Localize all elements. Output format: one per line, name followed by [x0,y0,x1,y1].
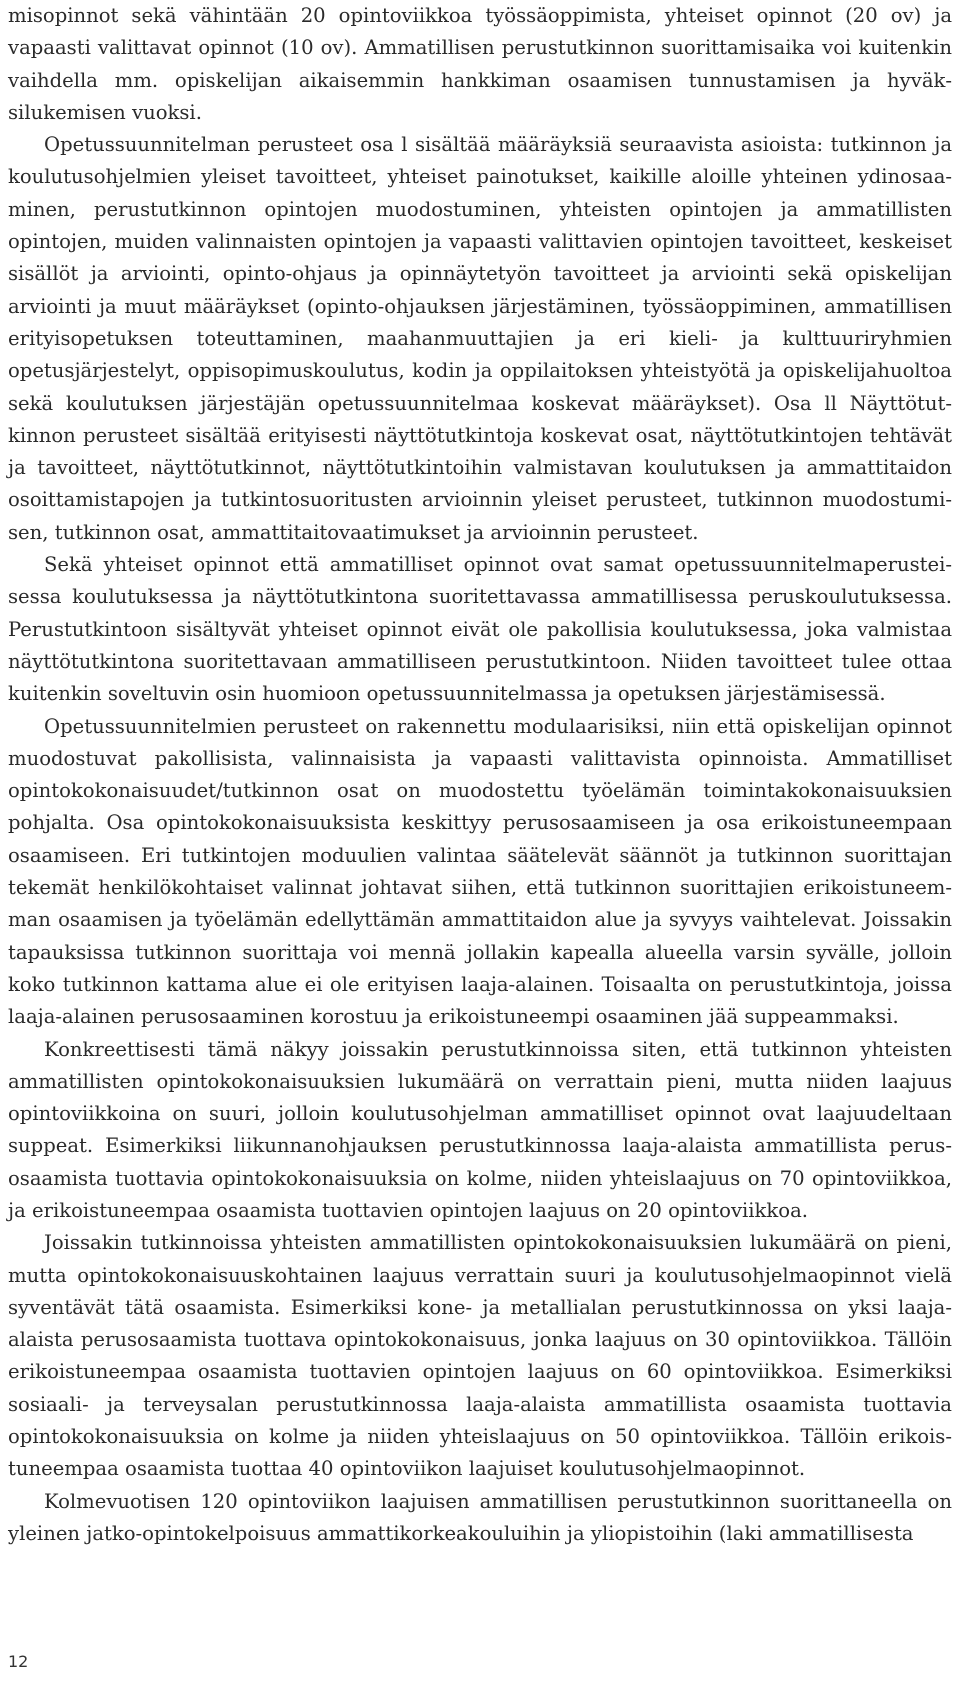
paragraph-some-degrees: Joissakin tutkinnoissa yhteisten ammatillisten opintokokonaisuuksien lukumäärä on pieni, mutta opintokokonaisuuskohtainen laajuus verrattain suuri ja koulutusohjelmaopinnot vielä syventävät tätä osaamista. Esimerkiksi kone- ja metallialan perustutkinnossa on yksi laajaalaista perusosaamista tuottava opintokokonaisuus, jonka laajuus on 30 opintoviikkoa. Tällöin erikoistuneempaa osaamista tuottavien opintojen laajuus on 60 opintoviikkoa. Esimerkiksi sosiaali- ja terveysalan perustutkinnossa laaja-alaista ammatillista osaamista tuottavia opintokokonaisuuksia on kolme ja niiden yhteislaajuus on 50 opintoviikkoa. Tällöin erikoistuneempaa osaamista tuottaa 40 opintoviikon laajuiset koulutusohjelmaopinnot. [8,1231,952,1481]
page-number: 12 [8,1652,29,1671]
paragraph-three-year-degree: Kolmevuotisen 120 opintoviikon laajuisen ammatillisen perustutkinnon suorittaneella on yleinen jatko-opintokelpoisuus ammattikorkeakouluihin ja yliopistoihin (laki ammatillisesta [8,1489,952,1545]
paragraph-concrete-example: Konkreettisesti tämä näkyy joissakin perustutkinnoissa siten, että tutkinnon yhteisten ammatillisten opintokokonaisuuksien lukumäärä on verrattain pieni, mutta niiden laajuus opintoviikkoina on suuri, jolloin koulutusohjelman ammatilliset opinnot ovat laajuudeltaan suppeat. Esimerkiksi liikunnanohjauksen perustutkinnossa laaja-alaista ammatillista perusosaamista tuottavia opintokokonaisuuksia on kolme, niiden yhteislaajuus on 70 opintoviikkoa, ja erikoistuneempaa osaamista tuottavien opintojen laajuus on 20 opintoviikkoa. [8,1037,952,1222]
document-page [8,0,952,1550]
paragraph-curriculum-part-one: Opetussuunnitelman perusteet osa l sisältää määräyksiä seuraavista asioista: tutkinnon ja koulutusohjelmien yleiset tavoitteet, yhteiset painotukset, kaikille aloille yhteinen ydinosaaminen, perustutkinnon opintojen muodostuminen, yhteisten opintojen ja ammatillisten opintojen, muiden valinnaisten opintojen ja vapaasti valittavien opintojen tavoitteet, keskeiset sisällöt ja arviointi, opinto-ohjaus ja opinnäytetyön tavoitteet ja arviointi sekä opiskelijan arviointi ja muut määräykset (opinto-ohjauksen järjestäminen, työssäoppiminen, ammatillisen erityisopetuksen toteuttaminen, maahanmuuttajien ja eri kieli- ja kulttuuriryhmien opetusjärjestelyt, oppisopimuskoulutus, kodin ja oppilaitoksen yhteistyötä ja opiskelijahuoltoa sekä koulutuksen järjestäjän opetussuunnitelmaa koskevat määräykset). Osa ll Näyttötutkinnon perusteet sisältää erityisesti näyttötutkintoja koskevat osat, näyttötutkintojen tehtävät ja tavoitteet, näyttötutkinnot, näyttötutkintoihin valmistavan koulutuksen ja ammattitaidon osoittamistapojen ja tutkintosuoritusten arvioinnin yleiset perusteet, tutkinnon muodostumisen, tutkinnon osat, ammattitaitovaatimukset ja arvioinnin perusteet. [8,133,952,544]
paragraph-common-studies: Sekä yhteiset opinnot että ammatilliset opinnot ovat samat opetussuunnitelmaperusteisessa koulutuksessa ja näyttötutkintona suoritettavassa ammatillisessa peruskoulutuksessa. Perustutkintoon sisältyvät yhteiset opinnot eivät ole pakollisia koulutuksessa, joka valmistaa näyttötutkintona suoritettavaan ammatilliseen perustutkintoon. Niiden tavoitteet tulee ottaa kuitenkin soveltuvin osin huomioon opetussuunnitelmassa ja opetuksen järjestämisessä. [8,553,952,706]
paragraph-modular-structure: Opetussuunnitelmien perusteet on rakennettu modulaarisiksi, niin että opiskelijan opinnot muodostuvat pakollisista, valinnaisista ja vapaasti valittavista opinnoista. Ammatilliset opintokokonaisuudet/tutkinnon osat on muodostettu työelämän toimintakokonaisuuksien pohjalta. Osa opintokokonaisuuksista keskittyy perusosaamiseen ja osa erikoistuneempaan osaamiseen. Eri tutkintojen moduulien valintaa säätelevät säännöt ja tutkinnon suorittajan tekemät henkilökohtaiset valinnat johtavat siihen, että tutkinnon suorittajien erikoistuneemman osaamisen ja työelämän edellyttämän ammattitaidon alue ja syvyys vaihtelevat. Joissakin tapauksissa tutkinnon suorittaja voi mennä jollakin kapealla alueella varsin syvälle, jolloin koko tutkinnon kattama alue ei ole erityisen laaja-alainen. Toisaalta on perustutkintoja, joissa laaja-alainen perusosaaminen korostuu ja erikoistuneempi osaaminen jää suppeammaksi. [8,714,952,1029]
paragraph-continuation: misopinnot sekä vähintään 20 opintoviikkoa työssäoppimista, yhteiset opinnot (20 ov) ja vapaasti valittavat opinnot (10 ov). Ammatillisen perustutkinnon suorittamisaika voi kuitenkin vaihdella mm. opiskelijan aikaisemmin hankkiman osaamisen tunnustamisen ja hyväksilukemisen vuoksi. [8,4,952,124]
